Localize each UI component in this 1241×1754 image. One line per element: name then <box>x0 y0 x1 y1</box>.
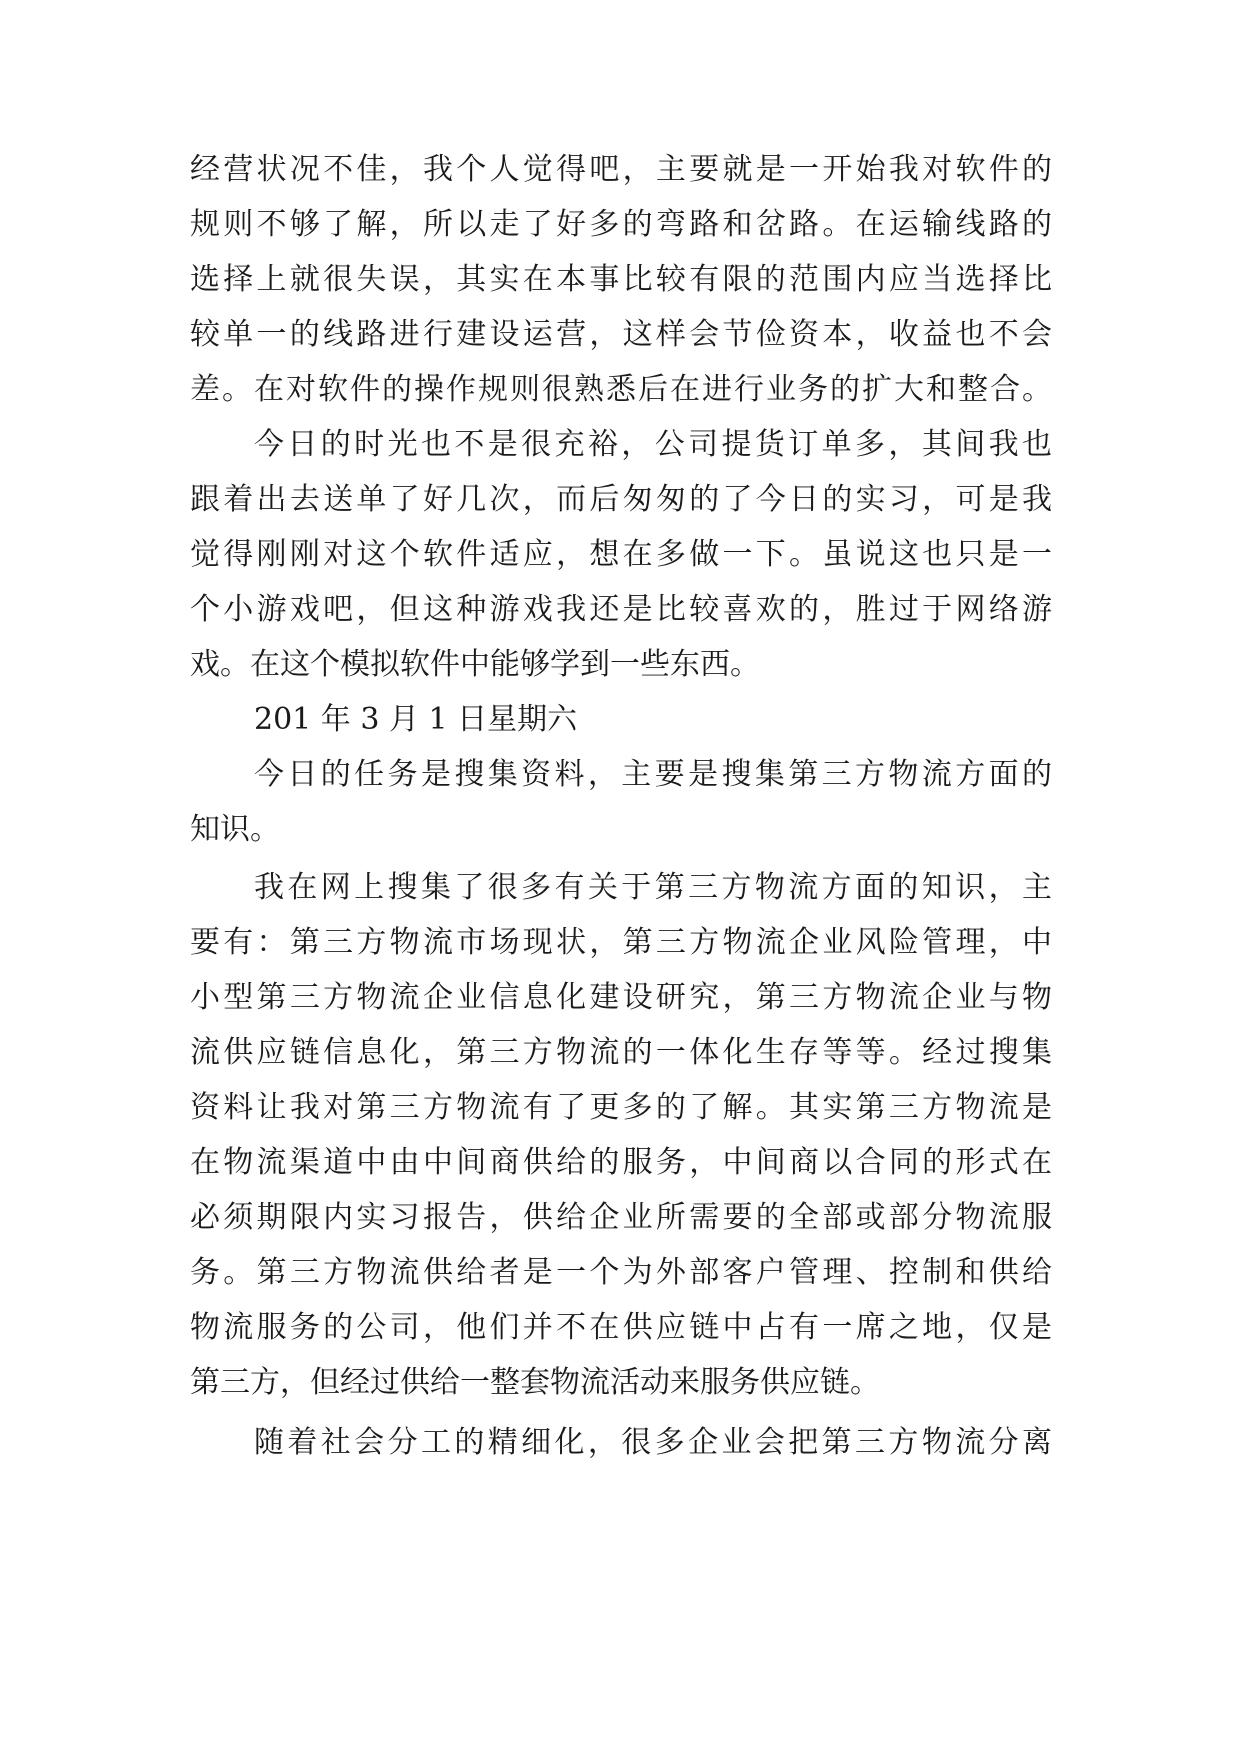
text-line: 戏。在这个模拟软件中能够学到一些东西。 <box>190 647 760 682</box>
text-line: 资料让我对第三方物流有了更多的了解。其实第三方物流是 <box>190 1090 1052 1125</box>
text-line: 跟着出去送单了好几次，而后匆匆的了今日的实习，可是我 <box>190 482 1052 517</box>
text-line: 物流服务的公司，他们并不在供应链中占有一席之地，仅是 <box>190 1310 1052 1345</box>
text-line: 选择上就很失误，其实在本事比较有限的范围内应当选择比 <box>190 262 1052 297</box>
text-line: 流供应链信息化，第三方物流的一体化生存等等。经过搜集 <box>190 1035 1052 1070</box>
text-line: 我在网上搜集了很多有关于第三方物流方面的知识，主 <box>254 870 1052 905</box>
text-line: 必须期限内实习报告，供给企业所需要的全部或部分物流服 <box>190 1200 1052 1235</box>
text-line: 今日的任务是搜集资料，主要是搜集第三方物流方面的 <box>254 757 1052 792</box>
text-line: 觉得刚刚对这个软件适应，想在多做一下。虽说这也只是一 <box>190 537 1052 572</box>
text-line: 在物流渠道中由中间商供给的服务，中间商以合同的形式在 <box>190 1145 1052 1180</box>
text-line: 小型第三方物流企业信息化建设研究，第三方物流企业与物 <box>190 980 1052 1015</box>
text-line: 经营状况不佳，我个人觉得吧，主要就是一开始我对软件的 <box>190 152 1052 187</box>
date-heading: 201 年 3 月 1 日星期六 <box>254 702 578 737</box>
text-line: 第三方，但经过供给一整套物流活动来服务供应链。 <box>190 1365 880 1400</box>
text-line: 今日的时光也不是很充裕，公司提货订单多，其间我也 <box>254 427 1052 462</box>
text-line: 规则不够了解，所以走了好多的弯路和岔路。在运输线路的 <box>190 207 1052 242</box>
text-line: 随着社会分工的精细化，很多企业会把第三方物流分离 <box>254 1425 1052 1460</box>
text-line: 务。第三方物流供给者是一个为外部客户管理、控制和供给 <box>190 1255 1052 1290</box>
text-line: 较单一的线路进行建设运营，这样会节俭资本，收益也不会 <box>190 317 1052 352</box>
text-line: 知识。 <box>190 812 280 847</box>
text-line: 个小游戏吧，但这种游戏我还是比较喜欢的，胜过于网络游 <box>190 592 1052 627</box>
text-line: 差。在对软件的操作规则很熟悉后在进行业务的扩大和整合。 <box>190 372 1052 407</box>
text-line: 要有：第三方物流市场现状，第三方物流企业风险管理，中 <box>190 925 1052 960</box>
